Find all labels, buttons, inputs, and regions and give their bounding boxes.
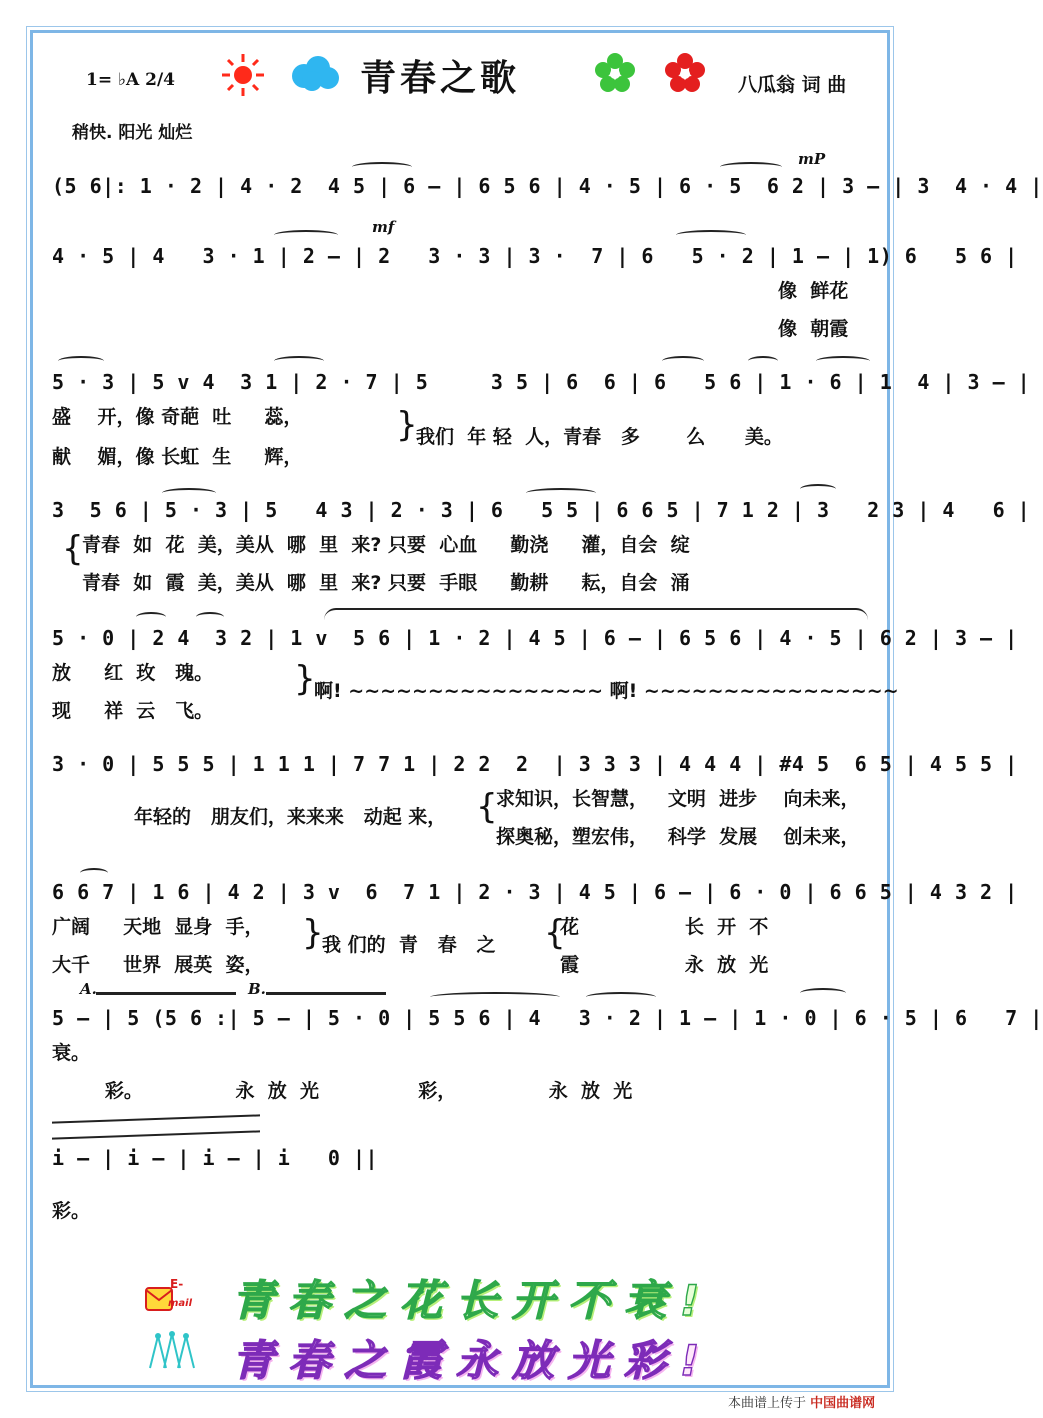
notation-line: 4 · 5 | 4 3 · 1 | 2 — | 2 3 · 3 | 3 · 7 | 6 5 · 2 | 1 — | 1) 6 5 6 | [52,244,1018,268]
lyric-line: 献 媚，像 长虹 生 辉， [52,446,303,468]
lyric-line: 探奥秘，塑宏伟， 科学 发展 创未来， [496,826,860,848]
volta-2: B. [248,980,266,998]
lyric-line: 大千 世界 展英 姿， [52,954,264,976]
lyric-line: 现 祥 云 飞。 [52,700,214,722]
volta-1: A. [80,980,97,998]
key-signature: 1= ♭A 2/4 [86,70,175,90]
dynamic-mark: mP [798,150,826,168]
lyric-shared: 我们 年 轻 人，青春 多 么 美。 [416,426,783,448]
lyric-line: 盛 开，像 奇葩 吐 蕊， [52,406,303,428]
author-credit: 八瓜翁 词 曲 [738,74,847,96]
tempo-marking: 稍快. 阳光 灿烂 [72,123,193,143]
notation-line: 5 · 3 | 5 v 4 3 1 | 2 · 7 | 5 3 5 | 6 6 | 6 5 6 | 1 · 6 | 1 4 | 3 — | [52,370,1031,394]
sun-icon [220,52,266,98]
notation-line: i — | i — | i — | i 0 || [52,1146,379,1170]
slogan-line-2: 青春之霞永放光彩! [232,1336,714,1385]
svg-text:mail: mail [168,1298,193,1309]
notation-line: 6 6 7 | 1 6 | 4 2 | 3 v 6 7 1 | 2 · 3 | 4 5 | 6 — | 6 · 0 | 6 6 5 | 4 3 2 | [52,880,1018,904]
lyric-shared: 啊! ~~~~~~~~~~~~~~~~ 啊! ~~~~~~~~~~~~~~~~ [314,680,899,702]
lyric-shared: 我 们的 青 春 之 [322,934,496,956]
lyric-line: 花 长 开 不 [560,916,769,938]
lyric-line: 青春 如 花 美，美从 哪 里 来? 只要 心血 勤浇 灌，自会 绽 [82,534,690,556]
lyric-line: 求知识，长智慧， 文明 进步 向未来， [496,788,860,810]
red-flower-icon [664,52,706,94]
svg-text:E-: E- [170,1277,184,1291]
lyric-line: 衰。 [52,1042,91,1064]
lyric-brace: { [544,913,566,953]
lyric-brace: } [294,659,316,699]
dynamic-mark: mf [372,218,395,236]
lyric-line: 像 鲜花 [778,280,849,302]
notation-line: 5 · 0 | 2 4 3 2 | 1 v 5 6 | 1 · 2 | 4 5 | 6 — | 6 5 6 | 4 · 5 | 6 2 | 3 — | [52,626,1018,650]
upload-credit [728,1392,875,1411]
slogan-line-1: 青春之花长开不衰! [232,1276,714,1325]
lyric-line: 彩。 永 放 光 彩， 永 放 光 [52,1080,633,1102]
fireworks-icon [144,1330,200,1372]
lyric-line: 彩。 [52,1200,91,1222]
email-icon [142,1270,202,1314]
cloud-icon [288,54,342,92]
song-title: 青春之歌 [360,57,521,99]
notation-line: (5 6|: 1 · 2 | 4 · 2 4 5 | 6 — | 6 5 6 | 4 · 5 | 6 · 5 6 2 | 3 — | 3 4 · 4 | [52,174,1043,198]
notation-line: 3 5 6 | 5 · 3 | 5 4 3 | 2 · 3 | 6 5 5 | 6 6 5 | 7 1 2 | 3 2 3 | 4 6 | [52,498,1031,522]
lyric-line: 霞 永 放 光 [560,954,769,976]
lyric-line: 广阔 天地 显身 手， [52,916,264,938]
notation-line: 5 — | 5 (5 6 :| 5 — | 5 · 0 | 5 5 6 | 4 3 · 2 | 1 — | 1 · 0 | 6 · 5 | 6 7 | [52,1006,1043,1030]
lyric-line: 像 朝霞 [778,318,849,340]
lyric-brace: } [396,405,418,445]
upload-credit-prefix: 本曲谱上传于 [728,1396,807,1411]
green-flower-icon [594,52,636,94]
lyric-brace: } [302,913,324,953]
notation-line: 3 · 0 | 5 5 5 | 1 1 1 | 7 7 1 | 2 2 2 | 3 3 3 | 4 4 4 | #4 5 6 5 | 4 5 5 | [52,752,1018,776]
lyric-line: 青春 如 霞 美，美从 哪 里 来? 只要 手眼 勤耕 耘，自会 涌 [82,572,690,594]
lyric-shared: 年轻的 朋友们，来来来 动起 来， [134,806,447,828]
lyric-brace: { [476,787,498,827]
site-logo-text[interactable]: 中国曲谱网 [810,1396,876,1411]
lyric-brace: { [62,529,84,569]
lyric-line: 放 红 玫 瑰。 [52,662,214,684]
